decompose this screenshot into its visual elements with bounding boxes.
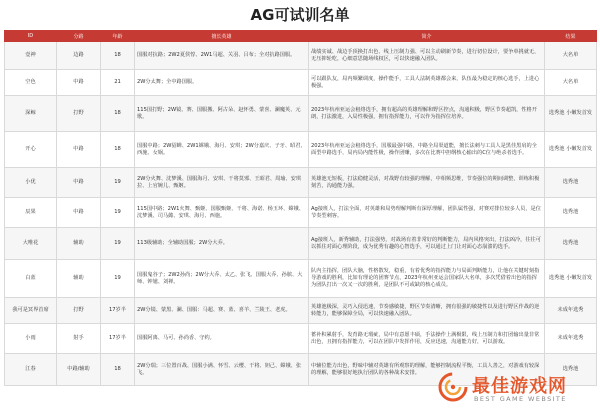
cell-heroes: 国服鬼谷子；2W2孙尚；2W分大乔、太乙、张飞、国服大乔、孙膑、大师、钟馗、刘禅。	[135, 260, 309, 298]
table-row	[5, 324, 597, 354]
cell-id: 辰果	[5, 198, 57, 228]
table-row	[5, 42, 597, 70]
cell-intro: Ag接班人，打法全面，对英雄和局势理解判断有深厚理解，团队属性强，对赛对排位较多人员，是位节奏型刺客。	[309, 198, 545, 228]
watermark-brand: 最佳游戏网	[472, 376, 567, 397]
cell-id: 空色	[5, 70, 57, 96]
cell-age: 21	[101, 70, 135, 96]
cell-id: 江春	[5, 354, 57, 386]
cell-heroes: 国服阿离、马可、孙尚香、守约。	[135, 324, 309, 354]
cell-result: 大名单	[545, 70, 597, 96]
cell-age: 19	[101, 198, 135, 228]
cell-role: 射手	[57, 324, 101, 354]
page-title: AG可试训名单	[250, 6, 350, 24]
cell-intro: 中辅位能力出色，野味中辅对英雄有所观察的理解，能够控制流程平衡，工具人善之，对游戏有较深的理解，能够很好地执行团队的各种战术安排。	[309, 354, 545, 386]
cell-result: 选秀池 小嫩发首发	[545, 132, 597, 168]
cell-intro: 2023年杭州亚运会租络选手，国服最强中路，中路全局渠道能，擅长法刺与工具人是黑佳黑肩的全面型中路选手，局内局内能性极，操作团赚，多次在比赛中担纲核心输出的C位与绝杀者选手。	[309, 132, 545, 168]
cell-intro: 可以跟队友，局内频繁调度，操作能手，工具人法制英雄都会来，队伍最为稳定的核心选手，上进心极强。	[309, 70, 545, 96]
cell-id: 深鲸	[5, 96, 57, 132]
cell-id: 我可是冥界首席	[5, 298, 57, 324]
table-row	[5, 96, 597, 132]
cell-age: 18	[101, 132, 135, 168]
cell-heroes: 115国中路；2W1火舞、甄姬、国服甄姬、干将、海诺、杨玉环、嫦娥、沈梦溪、司马懿、安琪、海月、西施。	[135, 198, 309, 228]
cell-result: 选秀池 小嫩发首发	[545, 96, 597, 132]
table-row	[5, 228, 597, 260]
cell-result: 未成年选秀	[545, 324, 597, 354]
cell-intro: Ag接班人，新秀辅助，打法强势，对战场有着非常好的判断能力，局内风格突出，打法凶冷，往往可以抓住对面心理阶段，成为优秀有趣的心智选手，可以通过上门让对面心态崩溃的选手。	[309, 228, 545, 260]
table-row	[5, 260, 597, 298]
cell-age: 19	[101, 228, 135, 260]
cell-heroes: 2W分太舞；全中路国服。	[135, 70, 309, 96]
cell-heroes: 2W分瑞；三位置百战、国服小满、怀雪、云缨、干将、妲己、嫦娥、张飞。	[135, 354, 309, 386]
col-header-result: 结果	[545, 31, 597, 42]
cell-role: 辅助	[57, 228, 101, 260]
watermark-sub: BEST GAME WEBSITE	[474, 395, 567, 403]
cell-age: 19	[101, 168, 135, 198]
cell-role: 中路	[57, 70, 101, 96]
cell-id: 壹神	[5, 42, 57, 70]
col-header-id: ID	[5, 31, 57, 42]
cell-role: 辅助	[57, 260, 101, 298]
cell-intro: 蓄补积累射手，发育路无瑕疵，局中有意愿丰硕，手法操作上满极限，线上压制力和打团输出量非常出色，且拥有指挥能力，可以在团队中发挥作用，反应迅速，沟通能力好，可以游戏。	[309, 324, 545, 354]
cell-heroes: 2W分镜、蒙黑、澜、国服：马超、赛、蓝、喜羊、兰陵王、老虎。	[135, 298, 309, 324]
cell-age: 17岁半	[101, 298, 135, 324]
cell-result: 选秀池	[545, 228, 597, 260]
cell-role: 中路	[57, 132, 101, 168]
cell-id: 小雨	[5, 324, 57, 354]
cell-id: 开心	[5, 132, 57, 168]
cell-role: 中路/辅助	[57, 354, 101, 386]
watermark	[438, 368, 598, 408]
col-header-heroes: 擅长英雄	[135, 31, 309, 42]
cell-heroes: 115国打野；2W镜、赛、国服搬、阿古朵、赵怀勇、蒙喜、澜魔英、元歌。	[135, 96, 309, 132]
cell-role: 中路	[57, 198, 101, 228]
table-row	[5, 168, 597, 198]
cell-result: 选秀池	[545, 168, 597, 198]
table-row	[5, 298, 597, 324]
cell-role: 中路	[57, 168, 101, 198]
cell-intro: 队内主指挥，团队大脑，性格散发，稳重，有着优秀的指挥能力与局面判断能力，让他在关键时刻指导游戏的胜利，比如有理论的团赛节点，2023年杭州亚运会国家队大名单，多次凭借着出色的指挥为团队打出一次又一次的胜利，是团队不可或缺的核心成员。	[309, 260, 545, 298]
cell-age: 17岁半	[101, 324, 135, 354]
cell-heroes: 国服中路；2W貂蝉、2W1嫦娥、海月、安琪；2W分嘉庆、子牙、昭君、西施、女娲。	[135, 132, 309, 168]
cell-result: 选秀池	[545, 354, 597, 386]
game-controller-icon	[438, 372, 468, 402]
cell-id: 大唯花	[5, 228, 57, 260]
col-header-age: 年龄	[101, 31, 135, 42]
table-row	[5, 198, 597, 228]
cell-id: 白蓝	[5, 260, 57, 298]
cell-heroes: 2W分火舞、沈梦溪、国服海月、安琪、干将莫邪、王昭君、周瑜、安琪拉、上官婉儿、甄姬。	[135, 168, 309, 198]
col-header-intro: 简介	[309, 31, 545, 42]
cell-intro: 英雄池极深，灵巧入侵迅速，节奏感敏捷，野区节奏清晰，拥有很强的敏捷性以及进行野区作战的逆转能力，能够保障全局，可以快速融入团队。	[309, 298, 545, 324]
cell-result: 选秀池	[545, 198, 597, 228]
cell-role: 边路	[57, 42, 101, 70]
roster-table	[4, 30, 597, 386]
cell-id: 小优	[5, 168, 57, 198]
cell-age: 18	[101, 96, 135, 132]
cell-heroes: 113级辅助；全辅助国服；2W分大乔。	[135, 228, 309, 260]
cell-result: 选秀池 小嫩发首发	[545, 260, 597, 298]
cell-role: 打野	[57, 298, 101, 324]
cell-result: 未成年选秀	[545, 298, 597, 324]
cell-role: 打野	[57, 96, 101, 132]
cell-intro: 英雄池无短板，打法稳健灵活，对战野有较强的理解，中相频思维，节奏强位的期间调整，训练积极刻苦，沟通能力强。	[309, 168, 545, 198]
cell-age: 19	[101, 260, 135, 298]
cell-intro: 2023年杭州亚运会租络选手，拥有超高的英雄理解和野区控点，沟通积极，野区节奏超凯，性格开朗，打法激进，入局性极强，拥有指挥能力，可以作为指挥位培养。	[309, 96, 545, 132]
cell-intro: 战绩实诚、战边手顶换打出色、线上压制力强、可以主动刷新节奏，进行切位设计，要争单挑就无，无压抑轮吃，心细意思随场线权区，可以快速融入团队。	[309, 42, 545, 70]
table-row	[5, 70, 597, 96]
cell-result: 大名单	[545, 42, 597, 70]
table-header-row	[5, 31, 597, 42]
cell-age: 18	[101, 354, 135, 386]
table-row	[5, 132, 597, 168]
cell-heroes: 国服对抗路；2W2夏侯惇、2W1马超、关羽、吕布；全对抗路国服。	[135, 42, 309, 70]
col-header-role: 分路	[57, 31, 101, 42]
cell-age: 18	[101, 42, 135, 70]
